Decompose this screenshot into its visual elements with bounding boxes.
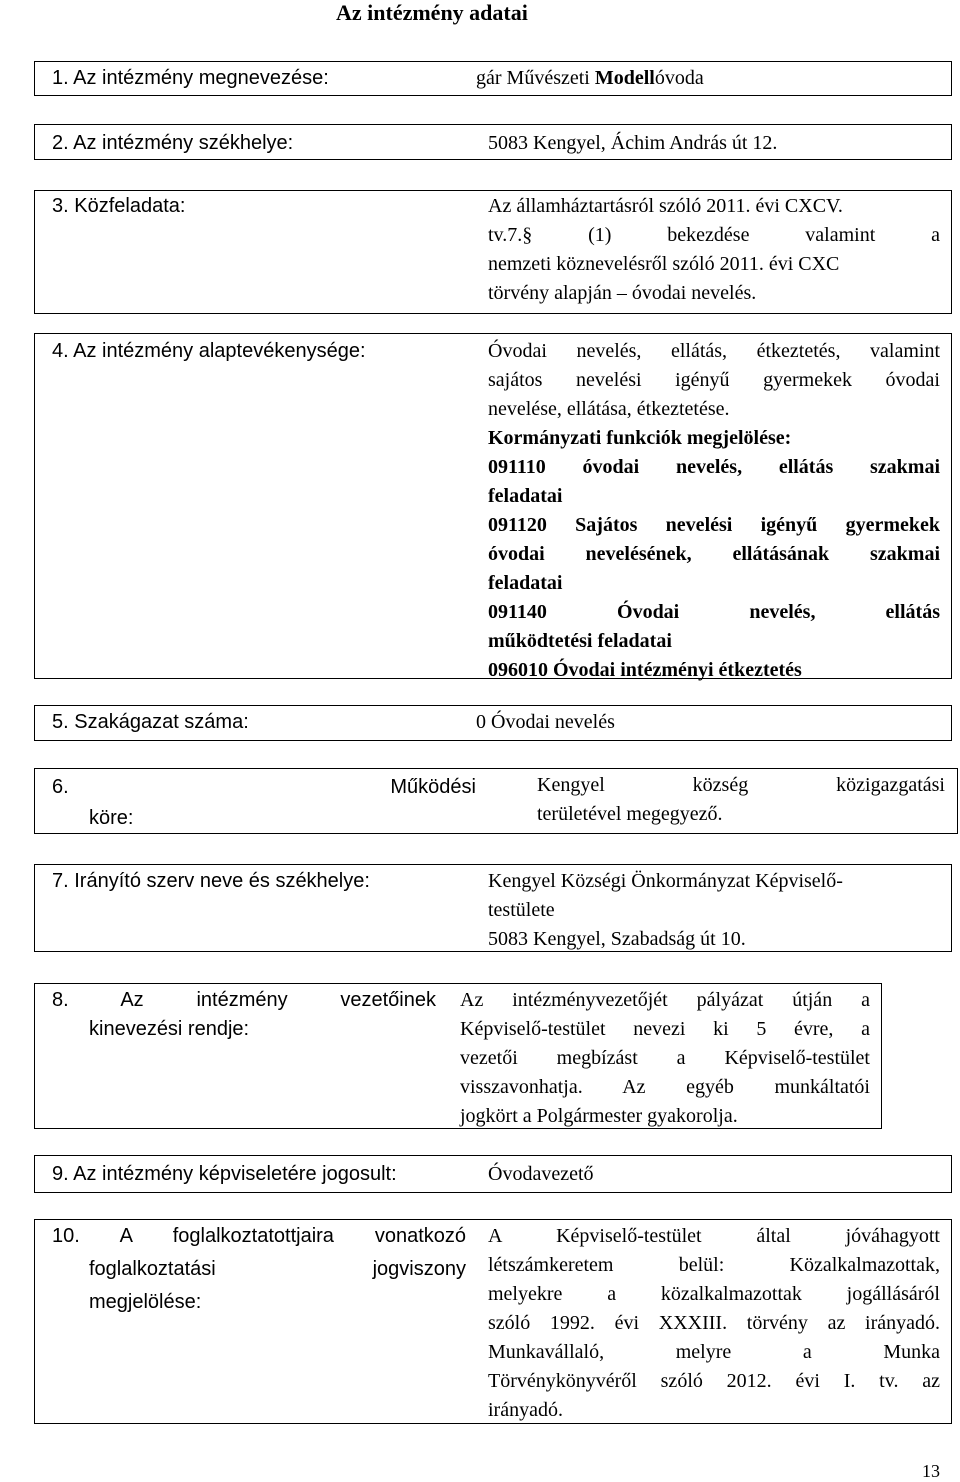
page-number: 13: [922, 1461, 940, 1481]
row-7-value-line: Kengyel Községi Önkormányzat Képviselő-: [488, 870, 843, 892]
row-4-value-line: Óvodai nevelés, ellátás, étkeztetés, valamint: [488, 340, 940, 362]
row-8-value-line: visszavonhatja. Az egyéb munkáltatói: [460, 1076, 870, 1098]
row-7-value-line: testülete: [488, 899, 555, 921]
row-1-value: [476, 64, 704, 93]
row-6-value: [537, 771, 945, 829]
row-5-label: 5. Szakágazat száma:: [52, 711, 249, 733]
row-7-label: 7. Irányító szerv neve és székhelye:: [52, 870, 370, 892]
row-8-value-line: jogkört a Polgármester gyakorolja.: [460, 1105, 738, 1127]
row-10-value-line: Törvénykönyvéről szóló 2012. évi I. tv. az: [488, 1370, 940, 1392]
row-4-label: 4. Az intézmény alaptevékenysége:: [52, 340, 366, 362]
row-7-value-line: 5083 Kengyel, Szabadság út 10.: [488, 928, 746, 950]
row-8-value-line: vezetői megbízást a Képviselő-testület: [460, 1047, 870, 1069]
row-9-value: Óvodavezető: [488, 1163, 594, 1185]
row-10-value-line: létszámkeretem belül: Közalkalmazottak,: [488, 1254, 940, 1276]
row-6-value-line: Kengyel község közigazgatási: [537, 774, 945, 796]
row-4-value: [488, 337, 940, 685]
row-4-funkcio-line: 091120 Sajátos nevelési igényű gyermekek: [488, 514, 940, 536]
row-10-label: [52, 1222, 466, 1317]
row-3-value: [488, 192, 940, 308]
row-4-value-line: sajátos nevelési igényű gyermekek óvodai: [488, 369, 940, 391]
row-10-value-line: szóló 1992. évi XXXIII. törvény az irányadó.: [488, 1312, 940, 1334]
row-4-funkcio-line: feladatai: [488, 485, 563, 507]
row-5-value: 0 Óvodai nevelés: [476, 711, 615, 733]
row-4-funkcio-line: 091140 Óvodai nevelés, ellátás: [488, 601, 940, 623]
row-10-value-line: melyekre a közalkalmazottak jogállásáról: [488, 1283, 940, 1305]
row-6-value-line: területével megegyező.: [537, 803, 723, 825]
row-10-value-line: irányadó.: [488, 1399, 563, 1421]
row-4-funkcio-line: 096010 Óvodai intézményi étkeztetés: [488, 659, 802, 681]
row-4-funkcio-line: 091110 óvodai nevelés, ellátás szakmai: [488, 456, 940, 478]
row-10-value: [488, 1222, 940, 1425]
row-7-value: [488, 867, 940, 954]
row-8-value: [460, 986, 870, 1131]
row-10-label-line: 10. A foglalkoztatottjaira vonatkozó: [52, 1225, 466, 1247]
row-6-label-line: köre:: [89, 807, 134, 829]
row-2-label: 2. Az intézmény székhelye:: [52, 132, 294, 154]
row-8-label-line: 8. Az intézmény vezetőinek: [52, 989, 436, 1011]
row-1-value-prefix: gár Művészeti: [476, 67, 595, 89]
row-10-label-line: foglalkoztatási jogviszony: [89, 1258, 466, 1280]
row-10-label-line: megjelölése:: [89, 1291, 202, 1313]
row-6-label: [52, 773, 476, 833]
row-8-value-line: Képviselő-testület nevezi ki 5 évre, a: [460, 1018, 870, 1040]
row-9-label: 9. Az intézmény képviseletére jogosult:: [52, 1163, 397, 1185]
row-4-funkcio-line: óvodai nevelésének, ellátásának szakmai: [488, 543, 940, 565]
row-1-value-suffix: óvoda: [654, 67, 704, 89]
row-10-value-line: Munkavállaló, melyre a Munka: [488, 1341, 940, 1363]
row-3-value-line: Az államháztartásról szóló 2011. évi CXCV.: [488, 195, 843, 217]
row-4-funkcio-line: feladatai: [488, 572, 563, 594]
row-10-value-line: A Képviselő-testület által jóváhagyott: [488, 1225, 940, 1247]
row-2-value: 5083 Kengyel, Áchim András út 12.: [488, 132, 778, 154]
row-3-value-line: törvény alapján – óvodai nevelés.: [488, 282, 757, 304]
row-4-funkcio-line: működtetési feladatai: [488, 630, 672, 652]
row-8-label: [52, 986, 436, 1044]
row-1-label: 1. Az intézmény megnevezése:: [52, 67, 329, 89]
row-8-value-line: Az intézményvezetőjét pályázat útján a: [460, 989, 870, 1011]
row-6-label-line: 6. Működési: [52, 776, 476, 798]
row-4-funkcio-heading: Kormányzati funkciók megjelölése:: [488, 427, 792, 449]
row-3-value-line: nemzeti köznevelésről szóló 2011. évi CXC: [488, 253, 840, 275]
row-4-value-line: nevelése, ellátása, étkeztetése.: [488, 398, 730, 420]
row-1-value-bold: Modell: [594, 67, 655, 89]
row-3-label: 3. Közfeladata:: [52, 195, 186, 217]
row-3-value-line: tv.7.§ (1) bekezdése valamint a: [488, 224, 940, 246]
row-8-label-line: kinevezési rendje:: [89, 1018, 250, 1040]
page-title: Az intézmény adatai: [336, 0, 528, 25]
